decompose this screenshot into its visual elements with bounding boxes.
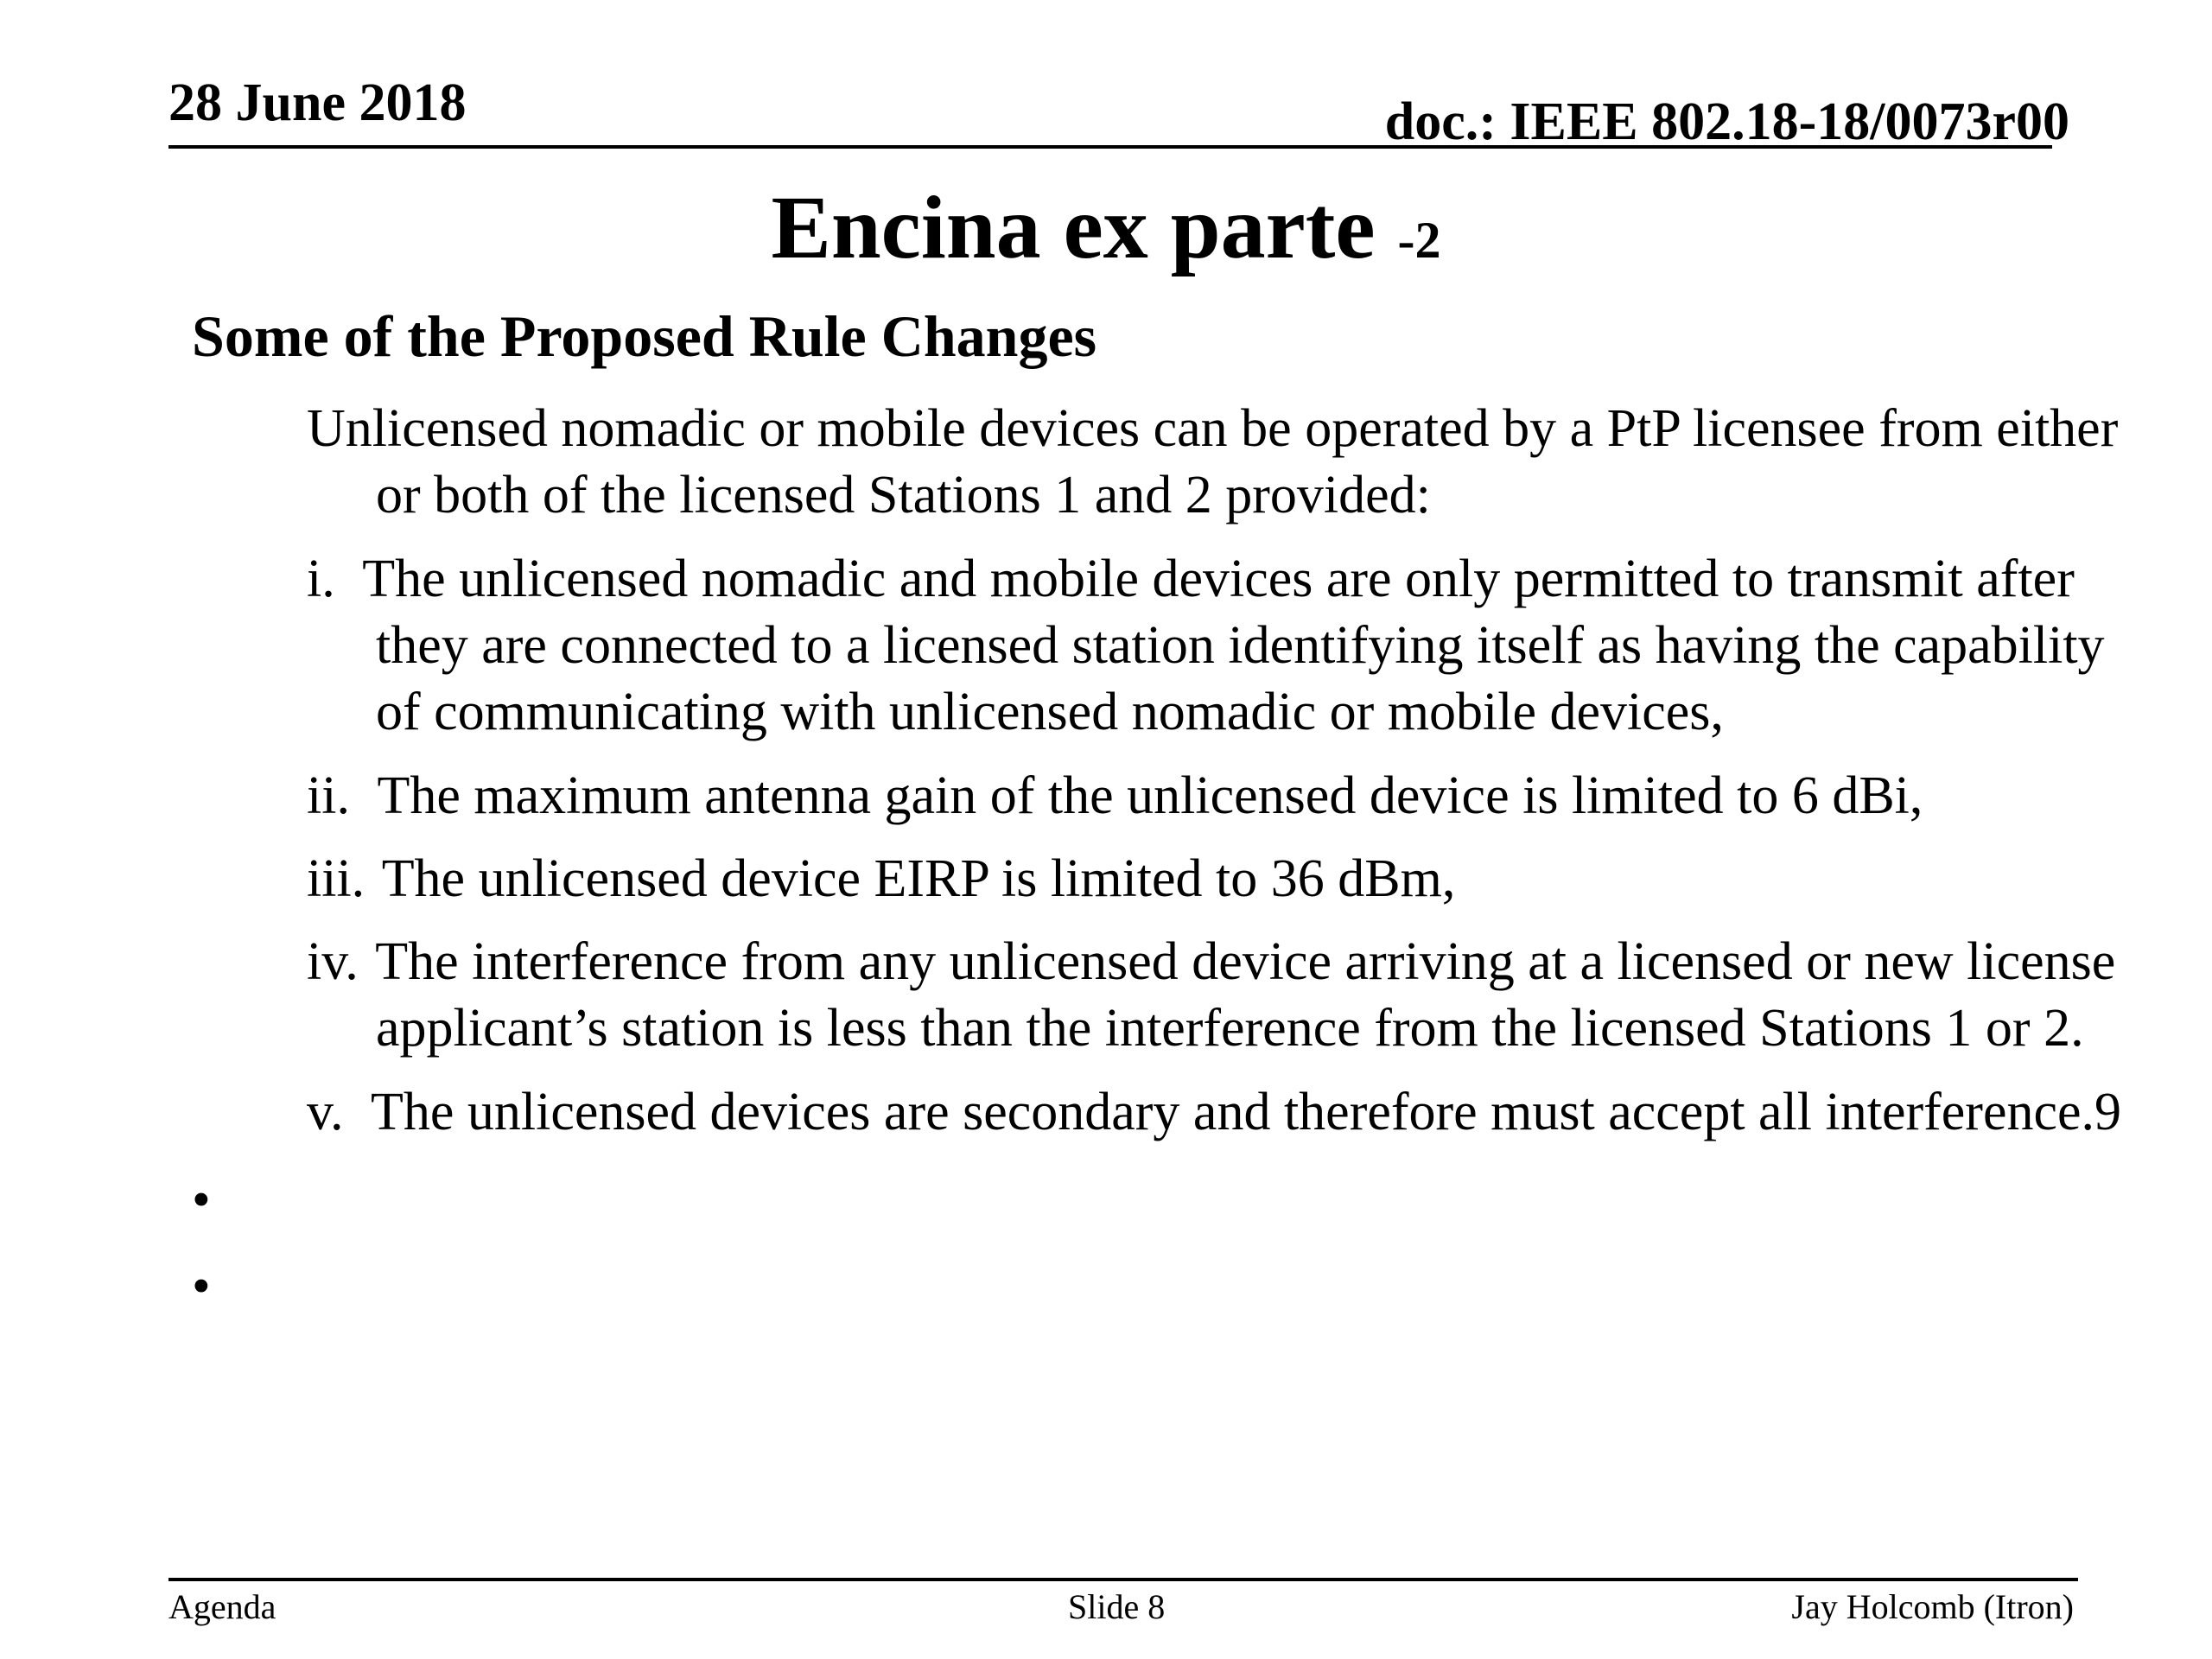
list-item-text: The unlicensed nomadic and mobile devices are only permitted to transmit after xyxy=(362,550,2075,608)
list-item-text: The maximum antenna gain of the unlicensed device is limited to 6 dBi, xyxy=(377,766,1923,825)
list-item-marker: iii. xyxy=(307,849,365,908)
list-item-text: The interference from any unlicensed device arriving at a licensed or new license xyxy=(375,932,2116,991)
intro-line: Unlicensed nomadic or mobile devices can be operated by a PtP licensee from either xyxy=(307,399,2119,458)
list-item xyxy=(307,546,2105,746)
empty-bullet: • xyxy=(192,1171,211,1230)
intro-line: or both of the licensed Stations 1 and 2 provided: xyxy=(376,466,1431,524)
intro-paragraph xyxy=(307,396,2118,529)
list-item-text: applicant’s station is less than the interference from the licensed Stations 1 or 2. xyxy=(376,999,2084,1058)
list-item xyxy=(307,929,2115,1062)
empty-bullet: • xyxy=(192,1257,211,1316)
footer-author: Jay Holcomb (Itron) xyxy=(1791,1587,2074,1626)
list-item-marker: ii. xyxy=(307,766,350,825)
list-item-marker: i. xyxy=(307,550,335,608)
footer-divider xyxy=(168,1578,2078,1581)
slide-title xyxy=(0,178,2212,277)
list-item-text: The unlicensed device EIRP is limited to 36 dBm, xyxy=(381,849,1456,908)
list-item-marker: iv. xyxy=(307,932,359,991)
list-item-text: of communicating with unlicensed nomadic or mobile devices, xyxy=(376,683,1724,741)
slide-title-suffix: -2 xyxy=(1397,212,1441,269)
list-item xyxy=(307,763,1923,830)
list-item-text: The unlicensed devices are secondary and therefore must accept all interference.9 xyxy=(370,1083,2122,1141)
footer-slide-number: Slide 8 xyxy=(1068,1587,1166,1626)
list-item xyxy=(307,846,1455,912)
header-divider xyxy=(168,145,2052,149)
subheading: Some of the Proposed Rule Changes xyxy=(192,303,1097,369)
list-item-marker: v. xyxy=(307,1083,344,1141)
header-doc-id: doc.: IEEE 802.18-18/0073r00 xyxy=(1384,92,2069,151)
footer-left: Agenda xyxy=(168,1587,276,1626)
list-item-text: they are connected to a licensed station identifying itself as having the capability xyxy=(376,616,2105,675)
slide-title-text: Encina ex parte xyxy=(771,178,1376,277)
list-item xyxy=(307,1079,2121,1146)
header-date: 28 June 2018 xyxy=(168,73,467,132)
